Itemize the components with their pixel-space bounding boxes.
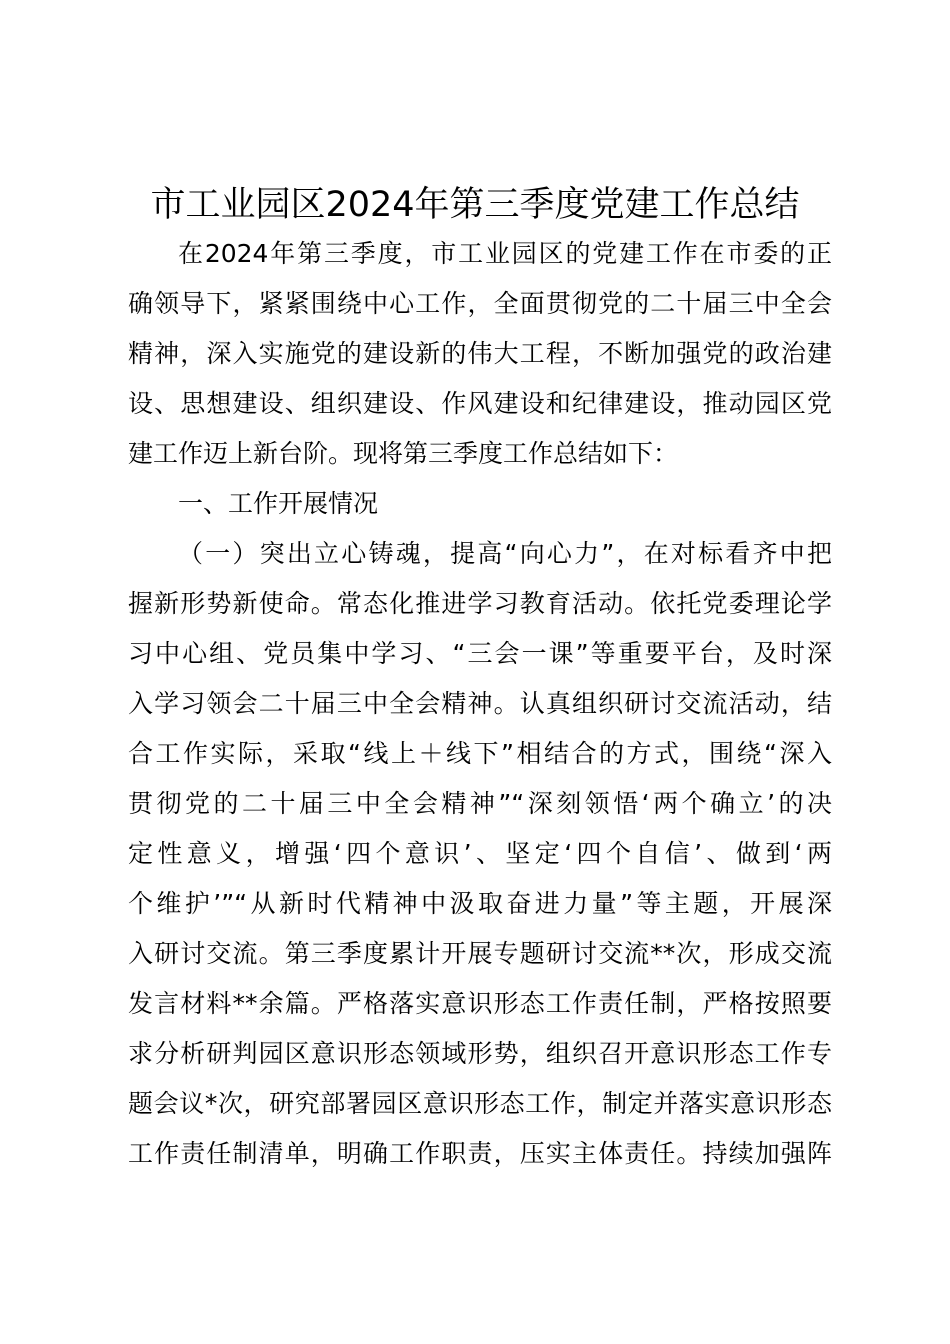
paragraph-line: 工作责任制清单，明确工作职责，压实主体责任。持续加强阵: [128, 1139, 832, 1168]
paragraph-line: 确领导下，紧紧围绕中心工作，全面贯彻党的二十届三中全会: [128, 289, 832, 318]
paragraph-line: 设、思想建设、组织建设、作风建设和纪律建设，推动园区党: [128, 389, 832, 418]
paragraph-line: 握新形势新使命。常态化推进学习教育活动。依托党委理论学: [128, 589, 832, 618]
paragraph-line: 在2024年第三季度，市工业园区的党建工作在市委的正: [178, 239, 832, 268]
paragraph-line: 定性意义，增强‘四个意识’、坚定‘四个自信’、做到‘两: [128, 839, 832, 868]
paragraph-line: 合工作实际，采取“线上＋线下”相结合的方式，围绕“深入: [128, 739, 832, 768]
paragraph-line: 精神，深入实施党的建设新的伟大工程，不断加强党的政治建: [128, 339, 832, 368]
paragraph-line: 入学习领会二十届三中全会精神。认真组织研讨交流活动，结: [128, 689, 832, 718]
document-title: 市工业园区2024年第三季度党建工作总结: [150, 185, 800, 225]
section-heading: 一、工作开展情况: [178, 489, 379, 518]
paragraph-line: 入研讨交流。第三季度累计开展专题研讨交流**次，形成交流: [128, 939, 832, 968]
paragraph-line: 题会议*次，研究部署园区意识形态工作，制定并落实意识形态: [128, 1089, 832, 1118]
paragraph-line: 求分析研判园区意识形态领域形势，组织召开意识形态工作专: [128, 1039, 832, 1068]
paragraph-line: 贯彻党的二十届三中全会精神”“深刻领悟‘两个确立’的决: [128, 789, 832, 818]
paragraph-line: 建工作迈上新台阶。现将第三季度工作总结如下：: [128, 439, 679, 468]
paragraph-line: 个维护’”“从新时代精神中汲取奋进力量”等主题，开展深: [128, 889, 832, 918]
paragraph-line: （一）突出立心铸魂，提高“向心力”，在对标看齐中把: [178, 539, 832, 568]
paragraph-line: 习中心组、党员集中学习、“三会一课”等重要平台，及时深: [128, 639, 832, 668]
paragraph-line: 发言材料**余篇。严格落实意识形态工作责任制，严格按照要: [128, 989, 832, 1018]
